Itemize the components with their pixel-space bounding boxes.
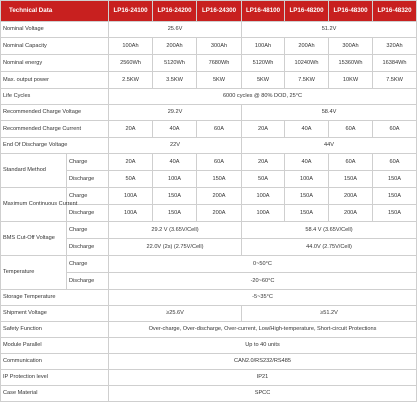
value-cell: 100A bbox=[153, 171, 197, 188]
value-cell: 200A bbox=[197, 188, 242, 205]
value-shipment-voltage-48v: ≥51.2V bbox=[242, 306, 417, 322]
value-bms-charge-48v: 58.4 V (3.65V/Cell) bbox=[242, 222, 417, 239]
value-cell: 10240Wh bbox=[285, 55, 329, 72]
sublabel-charge: Charge bbox=[67, 256, 109, 273]
value-cell: 200Ah bbox=[285, 38, 329, 55]
value-cell: 200A bbox=[329, 188, 373, 205]
value-cell: 5120Wh bbox=[242, 55, 285, 72]
value-recommended-charge-voltage-48v: 58.4V bbox=[242, 105, 417, 121]
label-ip-protection-level: IP Protection level bbox=[1, 370, 109, 386]
value-cell: 40A bbox=[285, 154, 329, 171]
header-model-lp16-24100: LP16-24100 bbox=[109, 1, 153, 22]
row-life-cycles bbox=[1, 89, 417, 105]
header-model-lp16-48320: LP16-48320 bbox=[373, 1, 417, 22]
value-cell: 20A bbox=[242, 154, 285, 171]
label-bms-cut-off-voltage: BMS Cut-Off Voltage bbox=[1, 222, 67, 256]
value-life-cycles: 6000 cycles @ 80% DOD, 25°C bbox=[109, 89, 417, 105]
value-cell: 50A bbox=[109, 171, 153, 188]
value-cell: 100A bbox=[109, 188, 153, 205]
row-storage-temperature bbox=[1, 290, 417, 306]
value-cell: 7680Wh bbox=[197, 55, 242, 72]
value-end-of-discharge-voltage-24v: 22V bbox=[109, 138, 242, 154]
row-nominal-energy bbox=[1, 55, 417, 72]
value-cell: 150A bbox=[153, 205, 197, 222]
header-model-lp16-24200: LP16-24200 bbox=[153, 1, 197, 22]
label-recommended-charge-current: Recommended Charge Current bbox=[1, 121, 109, 138]
sublabel-discharge: Discharge bbox=[67, 273, 109, 290]
value-cell: 20A bbox=[109, 121, 153, 138]
label-nominal-capacity: Nominal Capacity bbox=[1, 38, 109, 55]
sublabel-discharge: Discharge bbox=[67, 205, 109, 222]
header-model-lp16-48200: LP16-48200 bbox=[285, 1, 329, 22]
value-cell: 200A bbox=[329, 205, 373, 222]
header-row bbox=[1, 1, 417, 22]
row-communication bbox=[1, 354, 417, 370]
value-cell: 200A bbox=[197, 205, 242, 222]
value-cell: 10KW bbox=[329, 72, 373, 89]
row-module-parallel bbox=[1, 338, 417, 354]
value-cell: 15360Wh bbox=[329, 55, 373, 72]
label-max-output-power: Max. output power bbox=[1, 72, 109, 89]
value-cell: 300Ah bbox=[197, 38, 242, 55]
value-cell: 100A bbox=[242, 205, 285, 222]
value-ip-protection-level: IP21 bbox=[109, 370, 417, 386]
header-technical-data: Technical Data bbox=[1, 1, 109, 22]
value-nominal-voltage-48v: 51.2V bbox=[242, 22, 417, 38]
value-safety-function: Over-charge, Over-discharge, Over-current, Low/High-temperature, Short-circuit Protections bbox=[109, 322, 417, 338]
sublabel-charge: Charge bbox=[67, 222, 109, 239]
label-case-material: Case Material bbox=[1, 386, 109, 402]
value-cell: 60A bbox=[329, 121, 373, 138]
value-bms-charge-24v: 29.2 V (3.65V/Cell) bbox=[109, 222, 242, 239]
row-standard-method-charge bbox=[1, 154, 417, 171]
label-nominal-voltage: Nominal Voltage bbox=[1, 22, 109, 38]
header-model-lp16-48100: LP16-48100 bbox=[242, 1, 285, 22]
row-safety-function bbox=[1, 322, 417, 338]
row-nominal-capacity bbox=[1, 38, 417, 55]
label-temperature: Temperature bbox=[1, 256, 67, 290]
label-end-of-discharge-voltage: End Of Discharge Voltage bbox=[1, 138, 109, 154]
value-cell: 20A bbox=[242, 121, 285, 138]
value-cell: 5KW bbox=[242, 72, 285, 89]
value-cell: 150A bbox=[197, 171, 242, 188]
value-cell: 100Ah bbox=[109, 38, 153, 55]
value-cell: 320Ah bbox=[373, 38, 417, 55]
value-cell: 150A bbox=[153, 188, 197, 205]
value-cell: 40A bbox=[153, 154, 197, 171]
value-temperature-charge: 0~50°C bbox=[109, 256, 417, 273]
label-safety-function: Safety Function bbox=[1, 322, 109, 338]
value-recommended-charge-voltage-24v: 29.2V bbox=[109, 105, 242, 121]
value-case-material: SPCC bbox=[109, 386, 417, 402]
value-cell: 2560Wh bbox=[109, 55, 153, 72]
value-cell: 40A bbox=[285, 121, 329, 138]
value-end-of-discharge-voltage-48v: 44V bbox=[242, 138, 417, 154]
value-cell: 3.5KW bbox=[153, 72, 197, 89]
value-cell: 150A bbox=[373, 171, 417, 188]
value-cell: 5120Wh bbox=[153, 55, 197, 72]
row-recommended-charge-current bbox=[1, 121, 417, 138]
row-temperature-charge bbox=[1, 256, 417, 273]
value-cell: 20A bbox=[109, 154, 153, 171]
value-cell: 16384Wh bbox=[373, 55, 417, 72]
label-storage-temperature: Storage Temperature bbox=[1, 290, 109, 306]
row-case-material bbox=[1, 386, 417, 402]
value-cell: 100A bbox=[285, 171, 329, 188]
label-standard-method: Standard Method bbox=[1, 154, 67, 188]
value-cell: 100A bbox=[109, 205, 153, 222]
row-end-of-discharge-voltage bbox=[1, 138, 417, 154]
value-nominal-voltage-24v: 25.6V bbox=[109, 22, 242, 38]
sublabel-discharge: Discharge bbox=[67, 239, 109, 256]
value-cell: 2.5KW bbox=[109, 72, 153, 89]
value-cell: 100Ah bbox=[242, 38, 285, 55]
value-cell: 60A bbox=[329, 154, 373, 171]
value-cell: 60A bbox=[197, 121, 242, 138]
label-module-parallel: Module Parallel bbox=[1, 338, 109, 354]
header-model-lp16-48300: LP16-48300 bbox=[329, 1, 373, 22]
sublabel-charge: Charge bbox=[67, 188, 109, 205]
label-nominal-energy: Nominal energy bbox=[1, 55, 109, 72]
value-bms-discharge-24v: 22.0V (2s) (2.75V/Cell) bbox=[109, 239, 242, 256]
row-shipment-voltage bbox=[1, 306, 417, 322]
row-ip-protection-level bbox=[1, 370, 417, 386]
value-cell: 7.5KW bbox=[285, 72, 329, 89]
value-cell: 60A bbox=[373, 121, 417, 138]
value-cell: 40A bbox=[153, 121, 197, 138]
label-maximum-continuous-current: Maximum Continuous Current bbox=[1, 188, 67, 222]
row-max-continuous-current-charge bbox=[1, 188, 417, 205]
value-storage-temperature: -5~35°C bbox=[109, 290, 417, 306]
value-cell: 50A bbox=[242, 171, 285, 188]
value-cell: 150A bbox=[373, 205, 417, 222]
value-cell: 300Ah bbox=[329, 38, 373, 55]
sublabel-discharge: Discharge bbox=[67, 171, 109, 188]
value-cell: 60A bbox=[197, 154, 242, 171]
value-cell: 150A bbox=[285, 188, 329, 205]
value-cell: 7.5KW bbox=[373, 72, 417, 89]
value-cell: 150A bbox=[285, 205, 329, 222]
value-shipment-voltage-24v: ≥25.6V bbox=[109, 306, 242, 322]
label-shipment-voltage: Shipment Voltage bbox=[1, 306, 109, 322]
header-model-lp16-24300: LP16-24300 bbox=[197, 1, 242, 22]
value-cell: 100A bbox=[242, 188, 285, 205]
sublabel-charge: Charge bbox=[67, 154, 109, 171]
label-recommended-charge-voltage: Recommended Charge Voltage bbox=[1, 105, 109, 121]
row-max-output-power bbox=[1, 72, 417, 89]
value-cell: 200Ah bbox=[153, 38, 197, 55]
value-cell: 60A bbox=[373, 154, 417, 171]
row-recommended-charge-voltage bbox=[1, 105, 417, 121]
value-module-parallel: Up to 40 units bbox=[109, 338, 417, 354]
row-nominal-voltage bbox=[1, 22, 417, 38]
value-cell: 150A bbox=[329, 171, 373, 188]
label-communication: Communication bbox=[1, 354, 109, 370]
value-communication: CAN2.0/RS232/RS485 bbox=[109, 354, 417, 370]
value-cell: 5KW bbox=[197, 72, 242, 89]
value-cell: 150A bbox=[373, 188, 417, 205]
label-life-cycles: Life Cycles bbox=[1, 89, 109, 105]
value-temperature-discharge: -20~60°C bbox=[109, 273, 417, 290]
row-bms-cut-off-charge bbox=[1, 222, 417, 239]
value-bms-discharge-48v: 44.0V (2.75V/Cell) bbox=[242, 239, 417, 256]
